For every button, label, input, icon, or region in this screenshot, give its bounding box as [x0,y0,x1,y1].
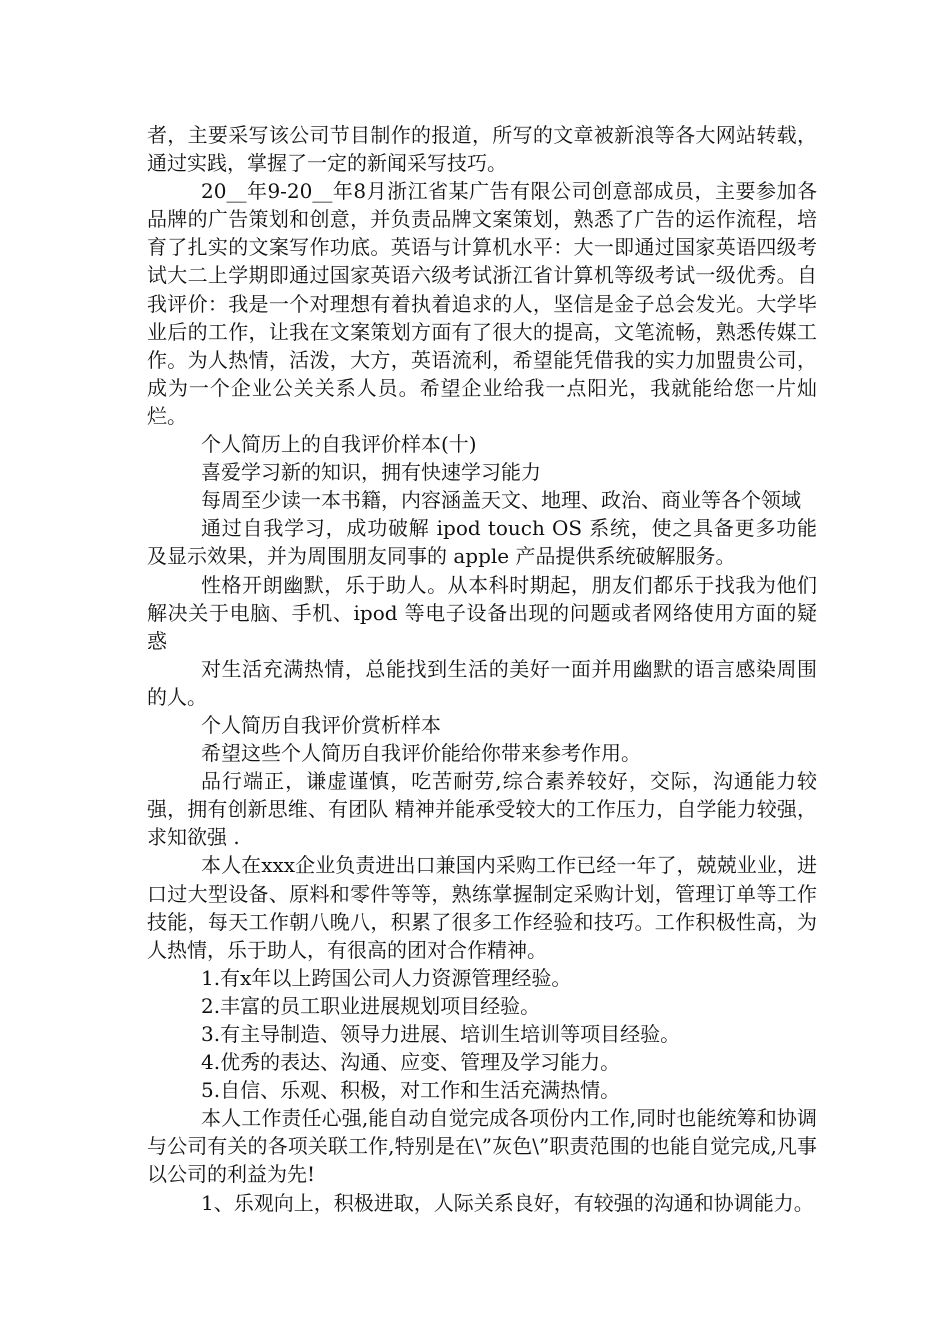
paragraph-optimism: 1、乐观向上，积极进取，人际关系良好，有较强的沟通和协调能力。 [201,1190,814,1215]
list-item-1: 1.有x年以上跨国公司人力资源管理经验。 [201,965,572,990]
paragraph-learning: 喜爱学习新的知识，拥有快速学习能力 [201,460,541,485]
paragraph-intro: 希望这些个人简历自我评价能给你带来参考作用。 [201,741,641,766]
section-heading-analysis: 个人简历自我评价赏析样本 [201,712,441,737]
paragraph-enthusiasm: 对生活充满热情，总能找到生活的美好一面并用幽默的语言感染周围的人。 [147,656,817,709]
paragraph-self-study: 通过自我学习，成功破解 ipod touch OS 系统，使之具备更多功能及显示效果，并为周围朋友同事的 apple 产品提供系统破解服务。 [147,516,817,569]
paragraph-work-experience: 20__年9-20__年8月浙江省某广告有限公司创意部成员，主要参加各品牌的广告策划和创意，并负责品牌文案策划，熟悉了广告的运作流程，培育了扎实的文案写作功底。英语与计算机水平：大一即通过国家英语四级考试大二上学期即通过国家英语六级考试浙江省计算机等级考试一级优秀。自我评价：我是一个对理想有着执着追求的人，坚信是金子总会发光。大学毕业后的工作，让我在文案策划方面有了很大的提高，文笔流畅，熟悉传媒工作。为人热情，活泼，大方，英语流利，希望能凭借我的实力加盟贵公司，成为一个企业公关关系人员。希望企业给我一点阳光，我就能给您一片灿烂。 [147,179,817,428]
paragraph-responsibility: 本人工作责任心强,能自动自觉完成各项份内工作,同时也能统筹和协调与公司有关的各项关联工作,特别是在\”灰色\”职责范围的也能自觉完成,凡事以公司的利益为先! [147,1106,817,1187]
list-item-3: 3.有主导制造、领导力进展、培训生培训等项目经验。 [201,1022,681,1046]
list-item-2: 2.丰富的员工职业进展规划项目经验。 [201,993,541,1018]
document-body [147,121,817,1217]
paragraph-personality: 性格开朗幽默，乐于助人。从本科时期起，朋友们都乐于找我为他们解决关于电脑、手机、ipod 等电子设备出现的问题或者网络使用方面的疑惑 [147,572,817,653]
paragraph-character: 品行端正，谦虚谨慎，吃苦耐劳,综合素养较好，交际，沟通能力较强，拥有创新思维、有团队 精神并能承受较大的工作压力，自学能力较强，求知欲强 . [147,769,817,850]
section-heading-sample-ten: 个人简历上的自我评价样本(十) [201,432,477,457]
paragraph-reading: 每周至少读一本书籍，内容涵盖天文、地理、政治、商业等各个领域 [201,488,801,513]
paragraph-procurement: 本人在xxx企业负责进出口兼国内采购工作已经一年了，兢兢业业，进口过大型设备、原料和零件等等，熟练掌握制定采购计划，管理订单等工作技能，每天工作朝八晚八，积累了很多工作经验和技巧。工作积极性高，为人热情，乐于助人，有很高的团对合作精神。 [147,853,817,962]
list-item-4: 4.优秀的表达、沟通、应变、管理及学习能力。 [201,1050,621,1075]
list-item-5: 5.自信、乐观、积极，对工作和生活充满热情。 [201,1078,621,1103]
paragraph-continuation: 者，主要采写该公司节目制作的报道，所写的文章被新浪等各大网站转载，通过实践，掌握了一定的新闻采写技巧。 [147,123,817,176]
